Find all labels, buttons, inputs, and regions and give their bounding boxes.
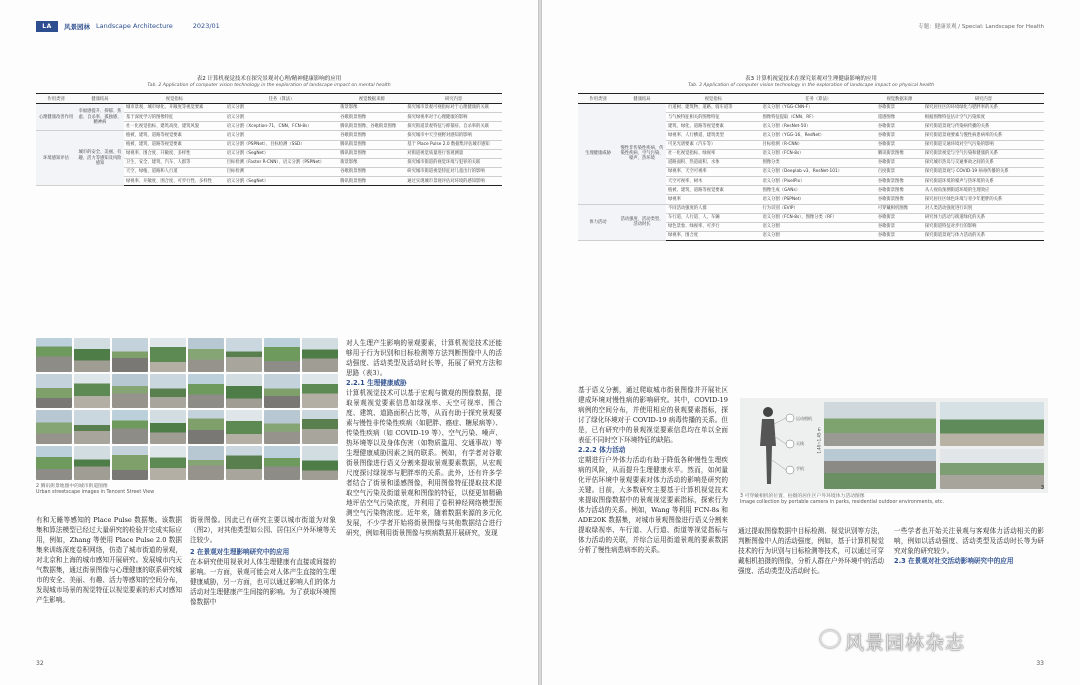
table2-subtitle: Tab. 2 Application of computer vision technology in the exploration of landscape impact on mental health [147, 83, 391, 88]
left-col3-text-b: 计算机视觉技术可以基于宏观与微观的图像数据，提取景观视觉要素信息如绿视率、天空可视率、围合度、建筑、道路面积占比等，从而有助于探究景观要素与慢性非传染性疾病（如肥胖、癌症、糖尿病等）、传染性疾病（如 COVID-19 等）、空气污染、噪声、热环境等以及身体伤害（如物质滥用、交通事故）等生理健康威胁因素之间的联系。例如，有学者对谷歌街景图像进行语义分割来提取景观要素数据，从宏观尺度探讨绿视率与肥胖率的关系。此外，还有许多学者结合了街景和遥感图像，利用图像特征提取技术提取空气污染及街道景观和图像的特征，以便更加精确地评估空气污染浓度，并利用了卷积神经网络模型预测空气污染物浓度。近年来，随着数据来源的多元化发展，不少学者开始将街景图像与其他数据结合进行研究，例如利用街景图像与疾病数据开展研究，发现 [346, 389, 502, 538]
table-cell: 图像生成（GANs） [760, 186, 875, 195]
table-cell: 腾讯街景图像 [338, 140, 405, 149]
left-col1-text: 有和无睡等感知的 Place Pulse 数据集。该数据集和算法模型已经过大量研究的检验并完成实际应用，例如，Zhang 等使用 Place Pulse 2.0 数据集来训练深度卷积网络，仿造了城市街道的景观，对北京和上海的城市感知开展研究。发展城市内天气数据集，通过街景图像与心理健康的联系研究城市的安全、美丽、有趣、活力等感知的空间分布，发现城市场景的视觉特征以视觉要素的形式对感知产生影响。 [36, 516, 182, 605]
table-cell: 探究街道景观与传染病传播的关系 [923, 122, 1044, 131]
streetscape-photo-grid [36, 338, 338, 480]
table-cell: 探究街道景观要素与慢性病患病率的关系 [923, 131, 1044, 140]
streetscape-photo [150, 410, 186, 444]
table-cell: 对人类活动强度进行识别 [923, 204, 1044, 213]
table-cell: 通过实现城市景观评估对环境的感知影响 [405, 177, 502, 186]
table-cell: 谷歌街景 [876, 140, 923, 149]
table-cell: 绿视率 [666, 195, 760, 204]
table3-title: 表3 计算机视觉技术在探究景观对生理健康影响的应用 [745, 76, 877, 82]
table-cell: 从人视角预测街道环境的生理效应 [923, 186, 1044, 195]
table-cell: 道路面积、热道面积、水体 [666, 158, 760, 167]
table-cell: 语义分割（Xception-71，CNN，FCN-8s） [225, 122, 339, 131]
fig3-device-labels [796, 406, 812, 481]
table-cell: 探究居住区的环境绿化与肥胖率的关系 [923, 104, 1044, 113]
table-cell: 语义分割 [225, 113, 339, 122]
left-col3-text: 对人生理产生影响的景观要素，计算机视觉技术还能够用于行为识别和目标检测等方法判断图像中人的活动强度、活动类型及活动时长等，拓展了研究方法和思路（表3）。 [346, 339, 502, 378]
table-cell: 语义分割（FCN-8s） [760, 149, 875, 158]
table-cell: 谷歌街景 [876, 131, 923, 140]
table-header-cell: 视觉数据来源 [876, 94, 923, 104]
table-cell: 谷歌街景 [876, 222, 923, 231]
table-cell: 可见光谱要素（汽车等） [666, 140, 760, 149]
table-cell: 探究居住区绿色环境与青少年肥胖的关系 [923, 195, 1044, 204]
table-cell: 图像特征提取（CNN、RF） [760, 113, 875, 122]
table-header-cell: 视觉指标 [124, 94, 225, 104]
right-col3-text: 一些学者也开始关注景观与客观体力活动相关的影响，例如以活动强度、活动类型及活动时长等为研究对象的研究较少。 [894, 527, 1044, 556]
streetscape-photo [112, 410, 148, 444]
table-category-cell: 环境感知评估 [36, 131, 76, 186]
figure3-caption-en: Image collection by portable camera in parks, residential outdoor environments, etc. [740, 500, 944, 506]
streetscape-photo [36, 446, 72, 480]
fig3-label-antenna: 天线 [796, 441, 804, 446]
table-cell: 探究街道特征对步行的影响 [923, 222, 1044, 231]
table-cell: 行为识别（EVIP） [760, 204, 875, 213]
issue-number: 2023/01 [192, 22, 220, 30]
table-cell: 基于深度学习的图像特征 [124, 113, 225, 122]
table-cell: 天空可视率、树木 [666, 177, 760, 186]
figure2-caption-en: Urban streetscape images in Tencent Street View [36, 490, 155, 496]
left-col3 [346, 338, 502, 653]
journal-name-cn: 风景园林 [64, 22, 90, 31]
table-cell: 探究街道景观与 COVID-19 病毒传播的关系 [923, 167, 1044, 176]
fig3-height-label: 1.40~1.45 m [816, 427, 822, 454]
table-cell: 谷歌街景图像 [876, 186, 923, 195]
table-cell: 天空、绿植、道路和人行道 [124, 167, 225, 176]
table-cell: 谷歌街景 [876, 231, 923, 240]
table-cell: 谷歌街景 [876, 122, 923, 131]
table-cell: 谷歌街景图像 [876, 195, 923, 204]
table-outcome-cell: 幸福感提升、抑郁、焦虑、自杀率、孤独感、精神病 [76, 104, 124, 131]
figure3 [740, 398, 1048, 493]
streetscape-photo [188, 338, 224, 372]
streetscape-photo [226, 410, 262, 444]
table-cell: 语义分割（PSPNet）、目标检测（SSD） [225, 140, 339, 149]
table-cell: 街景影像 [338, 104, 405, 113]
table3-subtitle: Tab. 3 Application of computer vision technology in the exploration of landscape impact on physical health [688, 83, 934, 88]
streetscape-photo [112, 338, 148, 372]
fig3-photo-4 [940, 449, 1044, 489]
table-cell: 腾讯街景图像 [338, 149, 405, 158]
right-col2-text: 通过提取图像数据中目标检测、视觉识别等方法，判断图像中人的活动强度，例如，基于计算机视觉技术的行为识别与目标检测等技术，可以通过可穿戴相机拍摄的图像，分析人群在户外环境中的活动强度、活动类型及活动时长。 [738, 527, 884, 576]
journal-logo: LA [36, 21, 58, 32]
table-cell: 研究体力活动与街道绿化的关系 [923, 213, 1044, 222]
table-cell: 语义分割（SegNet） [225, 177, 339, 186]
watermark: 风景园林杂志 [845, 632, 966, 654]
table-row [36, 104, 502, 113]
streetscape-photo [150, 374, 186, 408]
table-category-cell: 体力活动 [578, 204, 618, 241]
streetscape-photo [36, 410, 72, 444]
table-cell: 探究街道景观特征与抑郁症、自杀率的关联 [405, 122, 502, 131]
right-col1 [578, 385, 728, 653]
table-cell: 植被、建筑、道路等视觉要素 [124, 131, 225, 140]
figure3-caption [740, 494, 1044, 507]
table-cell: 遥感图像 [876, 113, 923, 122]
section2-heading: 2 在景观对生理影响研究中的应用 [190, 548, 290, 557]
left-col2 [190, 515, 336, 653]
right-col1-text-b: 定期进行户外体力活动有助于降低各种慢性生理疾病的风险，从而提升生理健康水平。然而，如何量化评估环境中景观要素对体力活动的影响是研究的关键。目前，大多数研究主要基于计算机视觉技术来提取图像数据中的景观视觉要素指标，探索行为体力活动的关系。例如，Wang 等利用 FCN-8s 和 ADE20K 数据集，对城市景观图像进行语义分割来提取绿视率、车行道、人行道、街道等视觉指标与体力活动的关联，并综合运用街道景观的要素数据分析了慢性病患病率的关系。 [578, 456, 728, 555]
table-outcome-cell: 城市的安全、美丽、有趣、活力等感知及风险感知 [76, 131, 124, 186]
table-header-cell: 视觉指标 [666, 94, 760, 104]
fig3-label-camera: 运动相机 [796, 416, 812, 421]
streetscape-photo [188, 410, 224, 444]
streetscape-photo [74, 338, 110, 372]
table-cell: 绿视率、人行横道、建筑类型 [666, 131, 760, 140]
table-header-cell: 健康结局 [618, 94, 666, 104]
table-cell: 探究城市中天空视野对感知的影响 [405, 131, 502, 140]
figure2-caption [36, 484, 338, 497]
streetscape-photo [150, 446, 186, 480]
table-cell: 语义分割（PixelPix） [760, 177, 875, 186]
streetscape-photo [226, 374, 262, 408]
table-cell: 百度街景 [876, 167, 923, 176]
streetscape-photo [112, 446, 148, 480]
table-cell: 探究街道环境的噪声与热环境的关系 [923, 177, 1044, 186]
table-header-cell: 研究内容 [923, 94, 1044, 104]
left-page [0, 0, 538, 685]
section222-heading: 2.2.2 体力活动 [578, 446, 626, 455]
table-cell: 建筑、绿化、道路等视觉要素 [666, 122, 760, 131]
table-cell: 语义分割 [760, 231, 875, 240]
table-header-cell: 任务（算法） [225, 94, 339, 104]
streetscape-photo [226, 338, 262, 372]
streetscape-photo [302, 446, 338, 480]
table-cell: 探究街道景观与体力活动的关系 [923, 231, 1044, 240]
table-cell: 不同活动强度的人群 [666, 204, 760, 213]
table2-title: 表2 计算机视觉技术在探究景观对心理/精神健康影响的应用 [196, 76, 342, 82]
table-cell: 语义分割 [225, 104, 339, 113]
right-col1-text: 基于语义分割，通过爬取城市街景图像并开展社区建成环境对慢性病的影响研究。其中，COVID-19 病例的空间分布，并使用相应的景观要素指标，探讨了绿化环境对于 COVID-19 病毒传播的关系。但是，已有研究中的景观视觉要素信息均在单以全面表征不同时空下环境特征的缺陷。 [578, 386, 728, 445]
right-page [542, 0, 1080, 685]
table-cell: 对街道视觉质量进行客观测量 [405, 149, 502, 158]
table-cell: 绿色景象、绿视率、可步行 [666, 222, 760, 231]
table-cell: 谷歌街景 [876, 104, 923, 113]
streetscape-photo [302, 374, 338, 408]
wechat-icon [820, 630, 840, 648]
streetscape-photo [112, 374, 148, 408]
table-cell: 城市景观、城市绿化、开敞度等视觉要素 [124, 104, 225, 113]
table-cell: 目标检测（Faster R-CNN）、语义分割（PSPNet） [225, 158, 339, 167]
table-outcome-cell: 慢性非传染性疾病、传染性疾病、空气污染、噪声、热环境 [618, 104, 666, 205]
table-cell: 语义分割（Deeplab v3、ResNet-101） [760, 167, 875, 176]
table-cell: 卫生、安全、建筑、汽车、人群等 [124, 158, 225, 167]
table-cell: 社一化视觉指标、建筑高度、建筑风貌 [124, 122, 225, 131]
table-header-cell: 视觉数据来源 [338, 94, 405, 104]
table-cell: 谷歌街景 [876, 213, 923, 222]
table-category-cell: 心理健康改善作用 [36, 104, 76, 131]
table-cell: 植被、建筑、道路等视觉要素 [124, 140, 225, 149]
table-cell: 绿视率、开敞度、围合度、可步行性、多样性 [124, 177, 225, 186]
table-cell: 植被、建筑、道路等视觉要素 [666, 186, 760, 195]
table-row [578, 204, 1044, 213]
fig3-photo-1 [824, 402, 936, 446]
table-cell: 研究城市街道视觉特征对儿童出行的影响 [405, 167, 502, 176]
table-cell: 探究街景视觉与空气污染和健康的关系 [923, 149, 1044, 158]
table-header-cell: 任务（算法） [760, 94, 875, 104]
streetscape-photo [74, 374, 110, 408]
table-cell: 街景影像 [338, 158, 405, 167]
streetscape-photo [226, 446, 262, 480]
streetscape-photo [188, 374, 224, 408]
streetscape-photo [264, 446, 300, 480]
table-row [36, 131, 502, 140]
table3 [578, 93, 1044, 241]
streetscape-photo [74, 446, 110, 480]
table-cell: 腾讯街景图像 [876, 149, 923, 158]
page-number-right: 33 [1036, 660, 1044, 667]
table-header-cell: 研究内容 [405, 94, 502, 104]
section221-heading: 2.2.1 生理健康威胁 [346, 379, 407, 388]
fig3-number: 3 [1040, 485, 1044, 491]
table-cell: 语义分割（FCN-8s）、图像分类（RF） [760, 213, 875, 222]
table-cell: 语义分割（YGG-16、ResNet） [760, 131, 875, 140]
table-cell: 谷歌街景 [876, 158, 923, 167]
table2 [36, 93, 502, 186]
table-cell: 腾讯街景图像、谷歌街景图像 [338, 122, 405, 131]
streetscape-photo [36, 338, 72, 372]
table-cell: 语义分割（YGG-CNN-F） [760, 104, 875, 113]
streetscape-photo [264, 410, 300, 444]
fig3-photo-3 [824, 449, 936, 489]
table-cell: 语义分割 [760, 222, 875, 231]
streetscape-photo [264, 338, 300, 372]
table-cell: 语义分割（PSPNet） [760, 195, 875, 204]
table-cell: 图像分类 [760, 158, 875, 167]
table-cell: 探究绿视率对于心理健康的影响 [405, 113, 502, 122]
section23-heading: 2.3 在景观对社交活动影响研究中的应用 [894, 557, 1014, 566]
streetscape-photo [264, 374, 300, 408]
fig3-photo-2 [940, 402, 1044, 446]
table-header-row [578, 94, 1044, 104]
table-cell: 目标检测（R-CNN） [760, 140, 875, 149]
table-cell: 目标检测 [225, 167, 339, 176]
table-cell: 行道树、建筑物、道路、骑车道等 [666, 104, 760, 113]
table-cell: 车行道、人行道、人、车辆 [666, 213, 760, 222]
table-cell: 谷歌街景图像 [338, 131, 405, 140]
table-category-cell: 生理健康威胁 [578, 104, 618, 205]
table-cell: 绿视率、围合度 [666, 231, 760, 240]
table-outcome-cell: 活动强度、活动类型、活动时长 [618, 204, 666, 241]
table-row [578, 104, 1044, 113]
table-cell: 谷歌街景图像 [338, 167, 405, 176]
streetscape-photo [36, 374, 72, 408]
journal-name-en: Landscape Architecture [96, 22, 173, 30]
table-header-cell: 作用类别 [578, 94, 618, 104]
table-cell: 探究街道交通环境对空气污染的影响 [923, 140, 1044, 149]
table-header-cell: 健康结局 [76, 94, 124, 104]
table-cell: 腾讯街景图像 [338, 177, 405, 186]
left-col2-text-b: 在本研究使用视景对人体生理健康有直接或间接的影响。一方面，景观可能会对人体产生直接的生理健康威胁，另一方面，也可以通过影响人们的体力活动对生理健康产生间接的影响。为了获取环境图像数据中 [190, 558, 336, 607]
table-cell: 与气候特征相关的图像特征 [666, 113, 760, 122]
table-header-row [36, 94, 502, 104]
table-header-cell: 作用类别 [36, 94, 76, 104]
figure2-caption-cn: 2 腾讯街景地图中的城市街道图像 [36, 484, 108, 489]
streetscape-photo [150, 338, 186, 372]
table-cell: 谷歌街景图像 [876, 177, 923, 186]
table-cell: 绿视率、围合度、开敞度、多样性 [124, 149, 225, 158]
table-cell: 语义分割（ResNet-50） [760, 122, 875, 131]
table-cell: 绿视率、天空可视率 [666, 167, 760, 176]
fig3-label-phone: 手机 [796, 466, 804, 471]
table-cell: 探究城市热岛与交通事故之间的关系 [923, 158, 1044, 167]
streetscape-photo [302, 410, 338, 444]
page-number-left: 32 [36, 660, 44, 667]
streetscape-photo [302, 338, 338, 372]
table-cell: 谷歌街景图像 [338, 113, 405, 122]
streetscape-photo [74, 410, 110, 444]
table-cell: 社一化视觉指标、绿视率 [666, 149, 760, 158]
table-cell: 基于 Place Pulse 2.0 数据集评估城市感知 [405, 140, 502, 149]
person-camera-diagram [752, 404, 798, 490]
streetscape-photo [188, 446, 224, 480]
table-cell: 根据图像特征估计空气污染浓度 [923, 113, 1044, 122]
table-cell: 探究城市景观可视指标对于心理健康的关联 [405, 104, 502, 113]
table-cell: 语义分割（SegNet） [225, 149, 339, 158]
running-header-right: 专题：健康景观 / Special: Landscape for Health [918, 24, 1044, 30]
running-header-left [36, 20, 502, 32]
figure3-caption-cn: 3 可穿戴相机的位置、拍摄的居住区户外环境体力活动图像 [740, 494, 865, 499]
table-cell: 探究城市街道的视觉环境与犯罪的关联 [405, 158, 502, 167]
table-cell: 语义分割 [225, 131, 339, 140]
table-cell: 可穿戴相机图像 [876, 204, 923, 213]
left-col2-text: 街景图像。因此已有研究主要以城市街道为对象（图2），对其他类型如公园、居住区户外环境等关注较少。 [190, 516, 336, 545]
